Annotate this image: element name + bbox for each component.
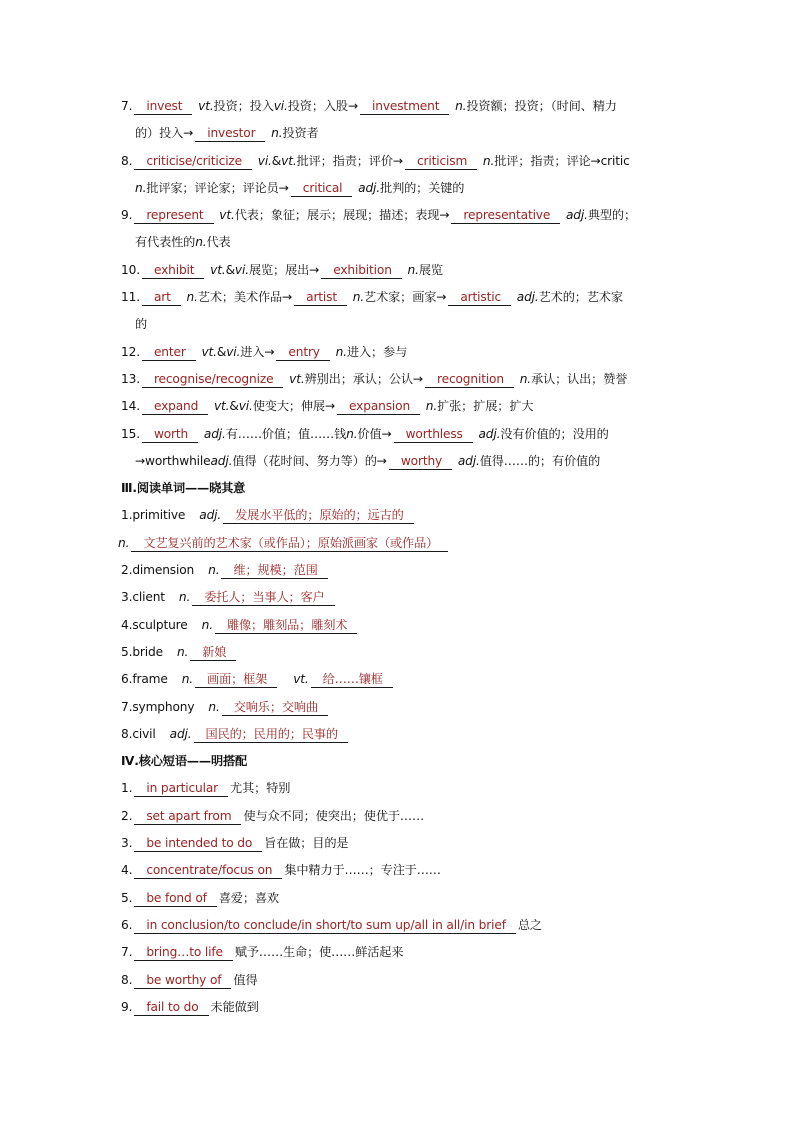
reading-item	[121, 557, 681, 584]
ampersand: &	[225, 262, 235, 277]
part-of-speech: adj.	[565, 208, 588, 223]
part-of-speech: n.	[208, 563, 220, 578]
item-number: 3.	[121, 590, 133, 605]
item-number: 8.	[121, 726, 133, 741]
phrase-item	[121, 939, 681, 966]
definition: 批评家；评论家；评论员→	[146, 180, 289, 195]
reading-item	[121, 666, 681, 693]
phrase-item	[121, 830, 681, 857]
part-of-speech: n.	[455, 99, 467, 113]
definition: 投资额；投资；（时间、精力	[466, 99, 617, 113]
answer-blank: be worthy of	[134, 973, 231, 989]
phrase-item	[121, 912, 681, 939]
part-of-speech: n.	[176, 644, 189, 659]
part-of-speech: vi.	[257, 153, 272, 168]
item-number: 7.	[121, 99, 133, 113]
answer-blank: represent	[134, 208, 213, 224]
answer-blank: worthy	[389, 454, 452, 470]
definition: 值得（花时间、努力等）的→	[232, 453, 387, 468]
definition: 展览	[418, 262, 443, 277]
phrase-item	[121, 803, 681, 830]
part-of-speech: adj.	[358, 180, 381, 195]
vocab-item	[121, 366, 681, 393]
vocab-item	[121, 93, 681, 120]
definition: 值得……的；有价值的	[479, 453, 601, 468]
worksheet-content	[118, 93, 681, 1021]
definition: 艺术的；艺术家	[538, 290, 623, 305]
definition: 承认；认出；赞誉	[531, 371, 628, 386]
definition: 艺术家；画家→	[364, 290, 447, 305]
phrase-item	[121, 967, 681, 994]
definition: 赋予……生命；使……鲜活起来	[234, 945, 404, 960]
part-of-speech: vt.	[198, 99, 214, 113]
part-of-speech: adj.	[457, 453, 480, 468]
phrase-item	[121, 994, 681, 1021]
part-of-speech: n.	[186, 290, 198, 305]
definition: 展览；展出→	[248, 262, 320, 277]
answer-blank: exhibit	[142, 263, 204, 279]
answer-blank: 发展水平低的；原始的；远古的	[223, 508, 414, 524]
answer-blank: artist	[294, 290, 347, 306]
definition: 使与众不同；使突出；使优于……	[243, 808, 424, 823]
definition: 进入；参与	[346, 344, 408, 359]
part-of-speech: adj.	[210, 453, 233, 468]
answer-blank: 画面；框架	[195, 672, 277, 688]
part-of-speech: n.	[425, 399, 438, 414]
answer-blank: concentrate/focus on	[134, 863, 282, 879]
vocab-item-continued	[121, 120, 681, 147]
reading-item	[121, 612, 681, 639]
answer-blank: 交响乐；交响曲	[222, 700, 328, 716]
definition: →worthwhile	[135, 453, 211, 468]
part-of-speech: n.	[208, 699, 220, 714]
item-number: 13.	[121, 371, 140, 386]
item-number: 1.	[121, 508, 133, 523]
section-heading: Ⅳ.核心短语——明搭配	[121, 754, 248, 769]
answer-blank: investment	[360, 99, 449, 115]
part-of-speech: vt.	[219, 208, 235, 223]
definition: 没有价值的；没用的	[500, 426, 609, 441]
section-heading: Ⅲ.阅读单词——晓其意	[121, 481, 246, 496]
part-of-speech: n.	[195, 235, 207, 250]
item-number: 1.	[121, 781, 133, 796]
answer-blank: in particular	[134, 781, 228, 797]
reading-item	[118, 530, 681, 557]
item-number: 2.	[121, 563, 133, 578]
reading-word: bride	[132, 644, 163, 659]
answer-blank: criticism	[405, 154, 477, 170]
answer-blank: invest	[134, 99, 192, 115]
definition: 投资；入股→	[287, 99, 359, 113]
answer-blank: be intended to do	[134, 836, 262, 852]
item-number: 11.	[121, 290, 140, 305]
reading-word: client	[132, 590, 165, 605]
item-number: 9.	[121, 208, 133, 223]
part-of-speech: vt.	[213, 399, 230, 414]
answer-blank: critical	[291, 181, 353, 197]
ampersand: &	[216, 344, 227, 359]
item-number: 8.	[121, 972, 133, 987]
part-of-speech: n.	[118, 535, 130, 550]
answer-blank: enter	[142, 345, 196, 361]
part-of-speech: n.	[352, 290, 365, 305]
part-of-speech: n.	[519, 371, 531, 386]
answer-blank: 国民的；民用的；民事的	[194, 727, 348, 743]
item-number: 9.	[121, 999, 133, 1014]
reading-word: sculpture	[132, 617, 188, 632]
vocab-item-continued	[121, 448, 681, 475]
definition: 喜爱；喜欢	[218, 890, 279, 905]
answer-blank: recognition	[425, 372, 514, 388]
answer-blank: set apart from	[134, 809, 241, 825]
reading-item	[121, 502, 681, 529]
item-number: 12.	[121, 344, 140, 359]
reading-item	[121, 694, 681, 721]
item-number: 2.	[121, 808, 133, 823]
phrase-item	[121, 775, 681, 802]
vocab-item-continued	[121, 229, 681, 256]
item-number: 4.	[121, 617, 133, 632]
answer-blank: expand	[142, 399, 208, 415]
item-number: 6.	[121, 917, 133, 932]
part-of-speech: adj.	[516, 290, 539, 305]
reading-item	[121, 639, 681, 666]
answer-blank: 文艺复兴前的艺术家（或作品）；原始派画家（或作品）	[131, 536, 448, 552]
item-number: 10.	[121, 262, 140, 277]
vocab-item	[121, 339, 681, 366]
answer-blank: exhibition	[321, 263, 402, 279]
definition: 进入→	[240, 344, 275, 359]
part-of-speech: n.	[407, 262, 419, 277]
vocab-item-continued	[121, 311, 681, 338]
answer-blank: 委托人；当事人；客户	[192, 590, 334, 606]
definition: 代表；象征；展示；展现；描述；表现→	[234, 208, 450, 223]
ampersand: &	[271, 153, 282, 168]
item-number: 14.	[121, 399, 140, 414]
reading-item	[121, 584, 681, 611]
item-number: 5.	[121, 644, 133, 659]
definition: 未能做到	[210, 999, 259, 1014]
definition: 值得	[233, 972, 258, 987]
answer-blank: recognise/recognize	[142, 372, 284, 388]
part-of-speech: n.	[271, 126, 283, 141]
part-of-speech: n.	[178, 590, 191, 605]
definition: 总之	[517, 917, 542, 932]
part-of-speech: vt.	[210, 262, 226, 277]
part-of-speech: vt.	[289, 371, 305, 386]
reading-word: primitive	[132, 508, 186, 523]
definition: 扩张；扩展；扩大	[437, 399, 534, 414]
item-number: 7.	[121, 945, 133, 960]
ampersand: &	[229, 399, 239, 414]
part-of-speech: vt.	[281, 153, 297, 168]
item-number: 8.	[121, 153, 133, 168]
vocab-item	[121, 202, 681, 229]
vocab-item-continued	[121, 175, 681, 202]
definition: 代表	[206, 235, 231, 250]
part-of-speech: vi.	[273, 99, 288, 113]
part-of-speech: adj.	[203, 426, 226, 441]
answer-blank: in conclusion/to conclude/in short/to sum up/all in all/in brief	[134, 918, 516, 934]
part-of-speech: n.	[482, 153, 495, 168]
part-of-speech: n.	[181, 672, 194, 687]
answer-blank: worthless	[394, 427, 473, 443]
definition: 典型的；	[587, 208, 636, 223]
item-number: 6.	[121, 672, 133, 687]
vocab-item	[121, 148, 681, 175]
answer-blank: investor	[195, 126, 265, 142]
part-of-speech: n.	[346, 426, 358, 441]
answer-blank: artistic	[448, 290, 511, 306]
vocab-item	[121, 421, 681, 448]
definition: 投资者	[282, 126, 319, 141]
answer-blank: fail to do	[134, 1000, 208, 1016]
part-of-speech: vt.	[293, 672, 309, 687]
phrase-item	[121, 857, 681, 884]
part-of-speech: n.	[135, 180, 147, 195]
definition: 的）投入→	[135, 126, 194, 141]
item-number: 15.	[121, 426, 140, 441]
answer-blank: 新娘	[190, 645, 236, 661]
definition: 集中精力于……；专注于……	[284, 863, 441, 878]
answer-blank: be fond of	[134, 891, 216, 907]
item-number: 7.	[121, 699, 133, 714]
reading-word: dimension	[132, 563, 195, 578]
vocab-item	[121, 257, 681, 284]
part-of-speech: adj.	[169, 726, 192, 741]
reading-word: civil	[132, 726, 156, 741]
definition: 批判的；关键的	[380, 180, 465, 195]
definition: 辨别出；承认；公认→	[304, 371, 423, 386]
reading-item	[121, 721, 681, 748]
answer-blank: 雕像；雕刻品；雕刻术	[215, 618, 357, 634]
item-number: 3.	[121, 836, 133, 851]
item-number: 4.	[121, 863, 133, 878]
definition: 批评；指责；评价→	[296, 153, 403, 168]
definition: 使变大；伸展→	[252, 399, 336, 414]
definition: 批评；指责；评论→critic	[494, 153, 630, 168]
part-of-speech: vi.	[234, 262, 249, 277]
answer-blank: expansion	[337, 399, 420, 415]
definition: 尤其；特别	[230, 781, 291, 796]
item-number: 5.	[121, 890, 133, 905]
reading-word: frame	[132, 672, 168, 687]
definition: 有代表性的	[135, 235, 196, 250]
vocab-item	[121, 393, 681, 420]
part-of-speech: adj.	[199, 508, 222, 523]
definition: 价值→	[357, 426, 392, 441]
answer-blank: entry	[276, 345, 329, 361]
reading-word: symphony	[132, 699, 195, 714]
answer-blank: representative	[451, 208, 560, 224]
answer-blank: criticise/criticize	[134, 154, 252, 170]
answer-blank: worth	[142, 427, 198, 443]
part-of-speech: n.	[201, 617, 213, 632]
vocab-item	[121, 284, 681, 311]
part-of-speech: vi.	[238, 399, 253, 414]
answer-blank: 给……镶框	[311, 672, 393, 688]
definition: 有……价值；值……钱	[225, 426, 347, 441]
part-of-speech: vt.	[201, 344, 217, 359]
definition: 艺术；美术作品→	[197, 290, 293, 305]
part-of-speech: adj.	[478, 426, 501, 441]
answer-blank: bring…to life	[134, 945, 233, 961]
part-of-speech: n.	[335, 344, 347, 359]
definition: 投资；投入	[213, 99, 274, 113]
phrase-item	[121, 885, 681, 912]
definition: 的	[135, 317, 148, 332]
answer-blank: 维；规模；范围	[221, 563, 327, 579]
definition: 旨在做；目的是	[264, 836, 349, 851]
part-of-speech: vi.	[226, 344, 241, 359]
answer-blank: art	[142, 290, 181, 306]
